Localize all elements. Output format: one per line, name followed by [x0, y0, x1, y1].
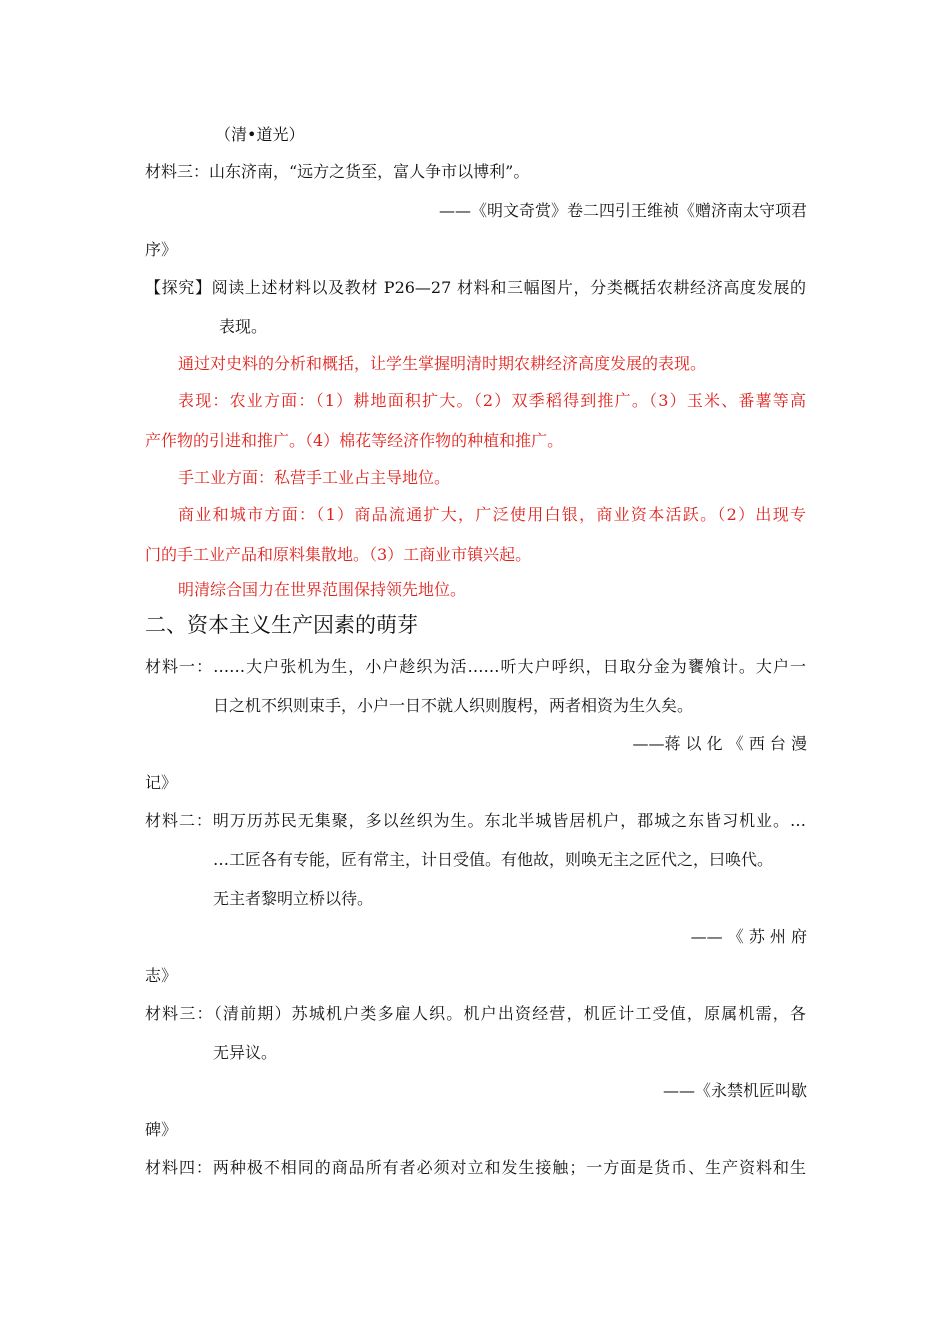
answer-intro: 通过对史料的分析和概括，让学生掌握明清时期农耕经济高度发展的表现。 [178, 354, 707, 373]
material-one-citation: ——蒋 以 化 《 西 台 漫 [632, 734, 807, 753]
material-two-citation: —— 《 苏 州 府 [690, 927, 807, 946]
explore-prompt-end: 表现。 [219, 317, 268, 336]
citation-line-end: 序》 [145, 240, 178, 259]
material-three-b-citation: ——《永禁机匠叫歇 [662, 1081, 807, 1100]
material-one-text: 材料一：……大户张机为生，小户趁织为活……听大户呼织，日取分金为饔飧计。大户一 [145, 657, 806, 676]
material-three-b-citation-end: 碑》 [145, 1120, 178, 1139]
material-three-b-text-end: 无异议。 [213, 1043, 278, 1062]
citation-line: ——《明文奇赏》卷二四引王维祯《赠济南太守项君 [438, 201, 807, 220]
answer-agriculture-end: 产作物的引进和推广。（4）棉花等经济作物的种植和推广。 [145, 431, 564, 450]
material-one-text-cont: 日之机不织则束手，小户一日不就人织则腹枵，两者相资为生久矣。 [213, 696, 694, 715]
material-one-citation-end: 记》 [145, 773, 178, 792]
answer-agriculture: 表现：农业方面：（1）耕地面积扩大。（2）双季稻得到推广。（3）玉米、番薯等高 [178, 391, 806, 410]
answer-handicraft: 手工业方面：私营手工业占主导地位。 [178, 468, 451, 487]
material-three-text: 材料三：山东济南，“远方之货至，富人争市以博利”。 [145, 162, 530, 181]
explore-prompt: 【探究】阅读上述材料以及教材 P26—27 材料和三幅图片，分类概括农耕经济高度发展的 [145, 278, 806, 297]
section-heading: 二、资本主义生产因素的萌芽 [145, 613, 418, 637]
material-two-text-cont: …工匠各有专能，匠有常主，计日受值。有他故，则唤无主之匠代之，曰唤代。 [213, 850, 774, 869]
material-two-citation-end: 志》 [145, 966, 178, 985]
material-two-text-end: 无主者黎明立桥以待。 [213, 889, 374, 908]
material-four-text: 材料四：两种极不相同的商品所有者必须对立和发生接触；一方面是货币、生产资料和生 [145, 1158, 806, 1177]
source-note: （清•道光） [215, 125, 305, 144]
material-two-text: 材料二：明万历苏民无集聚，多以丝织为生。东北半城皆居机户，郡城之东皆习机业。… [145, 811, 806, 830]
material-three-b-text: 材料三：（清前期）苏城机户类多雇人织。机户出资经营，机匠计工受值，原属机需，各 [145, 1004, 806, 1023]
answer-commerce: 商业和城市方面：（1）商品流通扩大，广泛使用白银，商业资本活跃。（2）出现专 [178, 505, 806, 524]
answer-commerce-end: 门的手工业产品和原料集散地。（3）工商业市镇兴起。 [145, 545, 532, 564]
answer-conclusion: 明清综合国力在世界范围保持领先地位。 [178, 580, 467, 599]
